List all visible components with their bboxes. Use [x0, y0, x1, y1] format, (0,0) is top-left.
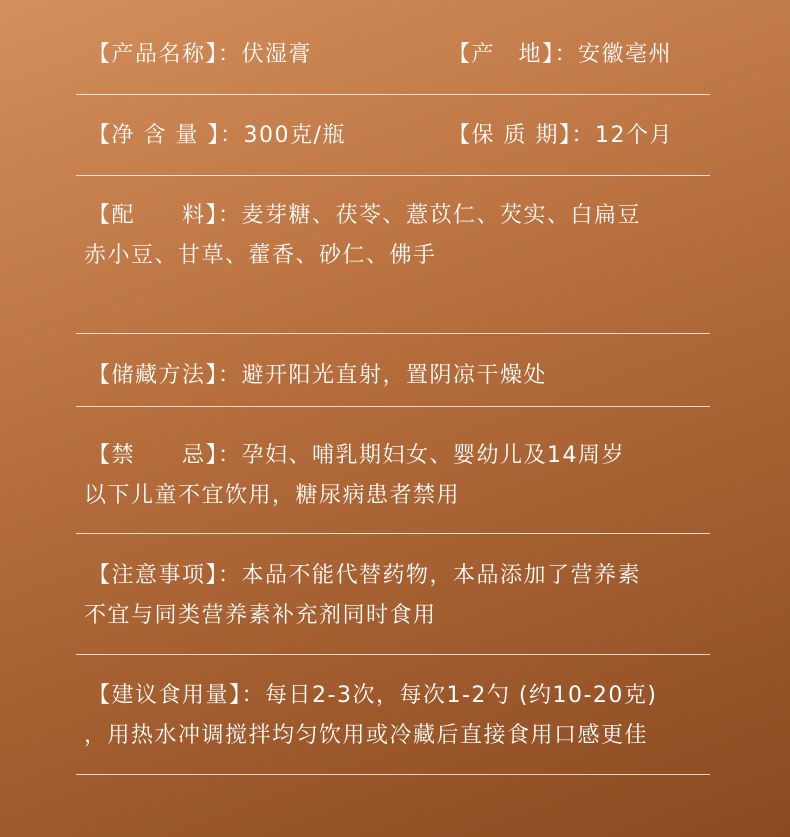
spec-ingredients-line2: 赤小豆、甘草、藿香、砂仁、佛手 — [84, 243, 437, 268]
spec-storage-value: 避开阳光直射，置阴凉干燥处 — [241, 363, 548, 388]
spec-notes — [88, 556, 641, 596]
spec-dosage — [88, 676, 657, 716]
spec-shelf-life-label: 【保 质 期】： — [448, 123, 595, 148]
spec-ingredients-value-line1: 麦芽糖、茯苓、薏苡仁、芡实、白扁豆 — [241, 203, 642, 228]
spec-shelf-life-value: 12个月 — [595, 123, 673, 148]
divider — [76, 175, 710, 176]
spec-name — [88, 35, 312, 75]
spec-dosage-line2: ，用热水冲调搅拌均匀饮用或冷藏后直接食用口感更佳 — [84, 723, 649, 748]
spec-shelf-life — [448, 116, 673, 156]
spec-notes-label: 【注意事项】： — [88, 563, 242, 588]
divider — [76, 94, 710, 95]
spec-name-label: 【产品名称】： — [88, 42, 242, 67]
spec-contraindications-value-line1: 孕妇、哺乳期妇女、婴幼儿及14周岁 — [241, 443, 626, 468]
divider — [76, 654, 710, 655]
spec-storage — [88, 356, 547, 396]
spec-name-value: 伏湿膏 — [241, 42, 313, 67]
divider — [76, 406, 710, 407]
spec-notes-value-line1: 本品不能代替药物，本品添加了营养素 — [241, 563, 642, 588]
spec-contraindications — [88, 436, 625, 476]
spec-origin — [448, 35, 672, 75]
spec-contraindications-line2: 以下儿童不宜饮用，糖尿病患者禁用 — [84, 483, 461, 508]
spec-storage-label: 【储藏方法】： — [88, 363, 242, 388]
spec-net-content — [88, 116, 346, 156]
spec-net-content-label: 【净 含 量 】： — [88, 123, 244, 148]
spec-ingredients-label: 【配 料】： — [88, 203, 242, 228]
spec-contraindications-label: 【禁 忌】： — [88, 443, 242, 468]
spec-dosage-label: 【建议食用量】： — [88, 683, 266, 708]
spec-dosage-value-line1: 每日2-3次，每次1-2勺 (约10-20克) — [265, 683, 658, 708]
divider — [76, 333, 710, 334]
divider — [76, 774, 710, 775]
spec-ingredients — [88, 196, 641, 236]
spec-origin-value: 安徽亳州 — [578, 42, 673, 67]
divider — [76, 533, 710, 534]
spec-net-content-value: 300克/瓶 — [243, 123, 346, 148]
spec-notes-line2: 不宜与同类营养素补充剂同时食用 — [84, 603, 437, 628]
spec-origin-label: 【产 地】： — [448, 42, 579, 67]
